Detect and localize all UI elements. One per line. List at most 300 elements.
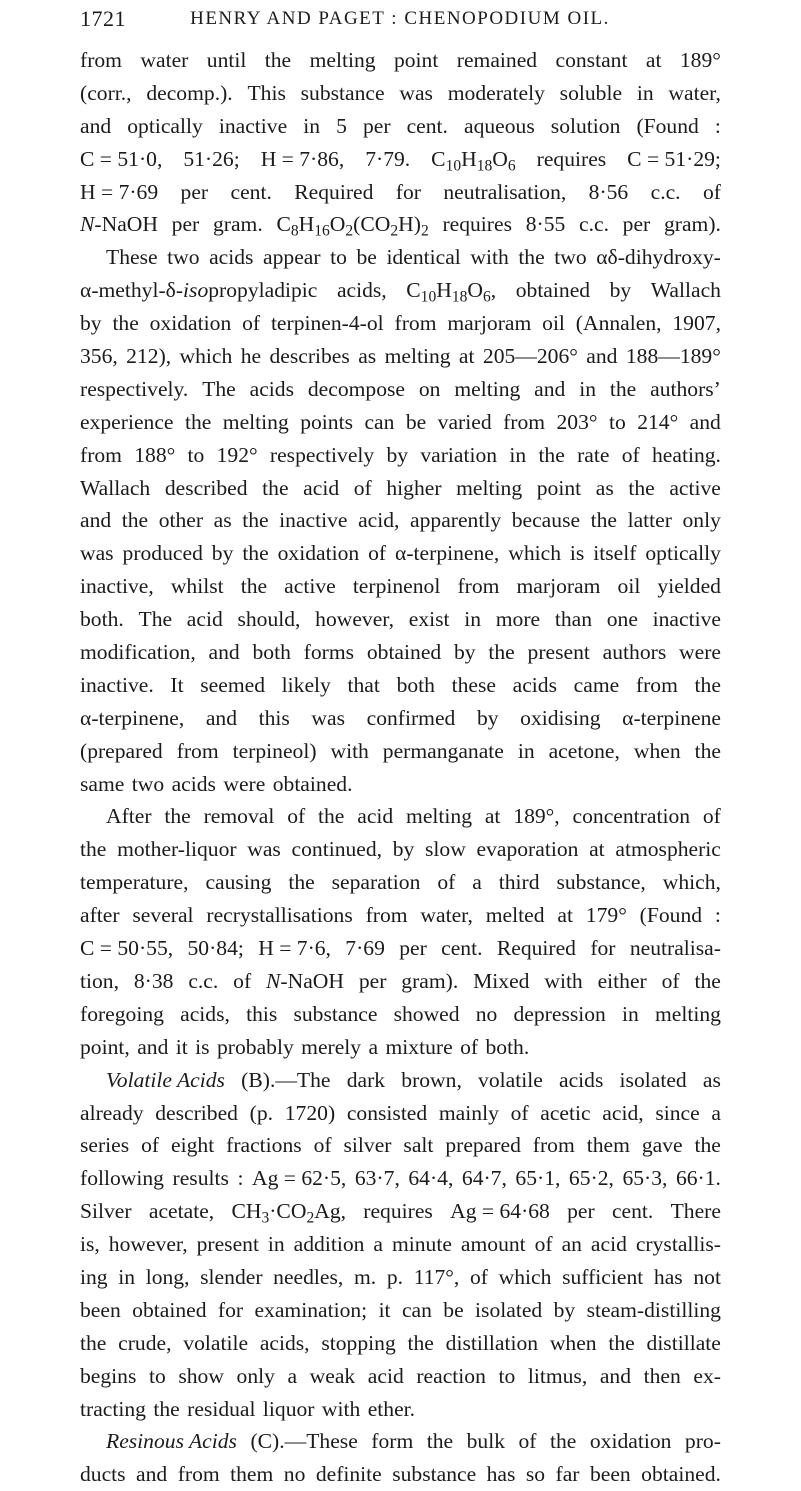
- word: optically: [127, 113, 203, 138]
- word: point,: [80, 1034, 138, 1059]
- word: gram).: [663, 212, 721, 237]
- word: of: [621, 442, 640, 467]
- word: apparently: [410, 508, 502, 533]
- word: 189°,: [513, 804, 560, 829]
- word: brown,: [401, 1067, 462, 1092]
- word: a: [711, 1100, 721, 1125]
- word: as: [595, 475, 614, 500]
- word: oxidation: [149, 311, 232, 336]
- word: 192°: [216, 442, 258, 467]
- text-line: [80, 833, 721, 866]
- word: This: [247, 80, 286, 105]
- word: by: [211, 541, 234, 566]
- word: decomp.).: [146, 80, 233, 105]
- word: per: [171, 212, 200, 237]
- word: $C_{10}H_{18}O_6$,: [406, 278, 497, 306]
- word: oxidation: [589, 1429, 672, 1454]
- word: both: [252, 640, 291, 665]
- word: he: [240, 344, 262, 369]
- word: volatile: [183, 1330, 249, 1355]
- word: requires: [536, 146, 607, 171]
- word: begins: [80, 1363, 137, 1388]
- word: 203°: [556, 409, 598, 434]
- text-line: [80, 472, 721, 505]
- word: acids,: [180, 1001, 230, 1026]
- text-line: [80, 866, 721, 899]
- word: merely: [301, 1034, 369, 1059]
- text-line: [80, 998, 721, 1031]
- word: 356,: [80, 344, 118, 369]
- word: whilst: [170, 574, 224, 599]
- word: in: [464, 607, 482, 632]
- word: melting: [406, 804, 473, 829]
- word: Wallach: [650, 278, 721, 303]
- word: needles,: [273, 1264, 344, 1289]
- text-line: [80, 636, 721, 669]
- word: (Annalen,: [575, 311, 662, 336]
- word: of: [287, 804, 306, 829]
- word: melting: [456, 475, 523, 500]
- word: seemed: [200, 672, 266, 697]
- word: moderately: [447, 80, 545, 105]
- word: stopping: [321, 1330, 396, 1355]
- word: long,: [145, 1264, 190, 1289]
- word: substance: [300, 80, 385, 105]
- word: inactive,: [80, 574, 154, 599]
- word: per: [358, 968, 387, 993]
- word: modification,: [80, 640, 196, 665]
- word: 8·38: [133, 968, 174, 993]
- word: the: [242, 508, 269, 533]
- word: water,: [668, 80, 721, 105]
- word: obtained: [132, 1297, 207, 1322]
- word: rate: [577, 442, 610, 467]
- word: of: [702, 179, 721, 204]
- word: concentration: [572, 804, 691, 829]
- word: that: [347, 672, 380, 697]
- word: and: [586, 344, 618, 369]
- text-line: [80, 570, 721, 603]
- word: a: [373, 1232, 383, 1257]
- word: in: [579, 376, 596, 401]
- word: on: [418, 376, 441, 401]
- word: aqueous: [463, 113, 535, 138]
- word: :: [714, 113, 721, 138]
- word: after: [80, 903, 120, 928]
- word: of: [534, 1232, 553, 1257]
- text-line: [80, 110, 721, 143]
- word: distillation: [445, 1330, 539, 1355]
- word: from: [635, 672, 678, 697]
- word: in: [118, 1264, 136, 1289]
- word: the: [288, 870, 315, 895]
- word: H = 7·69: [80, 179, 159, 204]
- word: active: [284, 574, 336, 599]
- word: inactive: [652, 607, 721, 632]
- word: is: [569, 541, 585, 566]
- word: more: [495, 607, 541, 632]
- word: per: [362, 113, 391, 138]
- word: as: [213, 508, 232, 533]
- word: at: [557, 903, 573, 928]
- word: an: [561, 1232, 582, 1257]
- word: the: [538, 442, 565, 467]
- word: 64·7,: [461, 1166, 507, 1191]
- word: acid,: [358, 508, 400, 533]
- word: 188°: [134, 442, 176, 467]
- word: depression: [513, 1001, 606, 1026]
- word: liquor: [262, 1396, 322, 1421]
- word: melted: [485, 903, 545, 928]
- word: decompose: [307, 376, 405, 401]
- word: and: [599, 1363, 632, 1388]
- word: marjoram: [447, 311, 532, 336]
- word: of: [702, 804, 721, 829]
- text-line: [80, 537, 721, 570]
- word: α-methyl-δ-isopropyladipic: [80, 278, 318, 303]
- text-line: [80, 1327, 721, 1360]
- word: both: [396, 672, 435, 697]
- word: crude,: [118, 1330, 172, 1355]
- word: acids: [558, 1067, 604, 1092]
- word: far: [555, 1462, 580, 1487]
- word: and: [137, 1034, 176, 1059]
- word: only: [682, 508, 721, 533]
- word: from: [532, 1133, 575, 1158]
- word: melting: [655, 1001, 721, 1026]
- word: bulk: [466, 1429, 506, 1454]
- text-line: [80, 1228, 721, 1261]
- word: both.: [485, 1034, 530, 1059]
- word: the: [80, 837, 107, 862]
- word: evaporation: [476, 837, 579, 862]
- word: this: [246, 1001, 278, 1026]
- word: the: [694, 968, 721, 993]
- word: of: [353, 475, 372, 500]
- word: optically: [645, 541, 721, 566]
- word: :: [237, 1166, 244, 1191]
- word: obtained: [515, 278, 591, 303]
- word: several: [132, 903, 194, 928]
- word: acids: [171, 771, 224, 796]
- word: then: [643, 1363, 681, 1388]
- word: in: [517, 738, 535, 763]
- word: authors: [602, 640, 667, 665]
- word: distillate: [646, 1330, 721, 1355]
- word: of: [141, 1133, 160, 1158]
- word: of: [437, 870, 456, 895]
- word: Mixed: [473, 968, 530, 993]
- word: two: [131, 771, 172, 796]
- word: from: [176, 738, 219, 763]
- word: the: [488, 640, 515, 665]
- word: tracting: [80, 1396, 154, 1421]
- word: which: [508, 541, 561, 566]
- word: oil: [617, 574, 641, 599]
- text-line: [80, 603, 721, 636]
- word: Wallach: [80, 475, 151, 500]
- word: of: [661, 968, 680, 993]
- word: oxidising: [520, 705, 601, 730]
- word: pro-: [684, 1429, 721, 1454]
- word: point: [393, 48, 439, 72]
- word: because: [511, 508, 581, 533]
- text-line: [80, 439, 721, 472]
- word: at: [458, 344, 475, 369]
- word: point: [536, 475, 582, 500]
- word: amount: [460, 1232, 526, 1257]
- word: of: [233, 968, 252, 993]
- word: removal: [203, 804, 275, 829]
- text-line: [80, 143, 721, 176]
- word: melting: [454, 376, 521, 401]
- word: from: [80, 442, 122, 467]
- word: obtained: [366, 640, 442, 665]
- word: of: [242, 311, 261, 336]
- word: consisted: [346, 1100, 428, 1125]
- word: crystallis-: [635, 1232, 721, 1257]
- word: isolated: [619, 1067, 687, 1092]
- word: prepared: [445, 1133, 521, 1158]
- word: tion,: [80, 968, 119, 993]
- word: acetone,: [548, 738, 620, 763]
- word: and: [689, 409, 721, 434]
- word: as: [702, 1067, 721, 1092]
- text-line: [80, 1195, 721, 1228]
- word: the: [153, 1396, 188, 1421]
- word: C = 51·0,: [80, 146, 163, 171]
- word: H = 7·6,: [258, 936, 331, 961]
- text-line: [80, 77, 721, 110]
- word: by: [476, 705, 499, 730]
- text-line: [80, 340, 721, 373]
- word: gave: [641, 1133, 683, 1158]
- word: experience: [80, 409, 174, 434]
- word: since: [655, 1100, 700, 1125]
- body-text: [80, 44, 721, 1491]
- word: eight: [171, 1133, 215, 1158]
- word: the: [426, 1429, 454, 1454]
- word: acids: [249, 376, 294, 401]
- word: a: [287, 1363, 298, 1388]
- word: inactive: [279, 508, 348, 533]
- word: isolated: [475, 1297, 543, 1322]
- word: is,: [80, 1232, 100, 1257]
- word: to: [608, 409, 626, 434]
- word: acid: [357, 804, 394, 829]
- word: two: [554, 245, 587, 270]
- word: to: [187, 442, 205, 467]
- word: requires: [442, 212, 512, 237]
- word: acid: [590, 1232, 627, 1257]
- word: terpinen-4-ol: [270, 311, 384, 336]
- word: so: [525, 1462, 546, 1487]
- word: 212),: [126, 344, 172, 369]
- word: 214°: [637, 409, 679, 434]
- word: requires: [363, 1199, 433, 1224]
- word: by: [553, 1297, 576, 1322]
- word: of: [469, 1264, 488, 1289]
- word: forms: [303, 640, 355, 665]
- word: from: [80, 48, 122, 72]
- word: the: [608, 1330, 635, 1355]
- word: was: [247, 837, 281, 862]
- word: acid: [186, 607, 223, 632]
- word: volatile: [478, 1067, 543, 1092]
- word: and: [80, 508, 112, 533]
- word: acid: [303, 475, 340, 500]
- word: per: [399, 936, 427, 961]
- word: for: [590, 936, 616, 961]
- word: steam-distilling: [586, 1297, 721, 1322]
- word: 5: [336, 113, 347, 138]
- word: of: [518, 1429, 537, 1454]
- text-line: [80, 1064, 721, 1097]
- word: was: [80, 541, 114, 566]
- word: however,: [315, 607, 395, 632]
- word: addition: [293, 1232, 365, 1257]
- text-line: [80, 1261, 721, 1294]
- word: these: [451, 672, 496, 697]
- word: third: [498, 870, 540, 895]
- word: foregoing: [80, 1001, 164, 1026]
- word: αδ-dihydroxy-: [596, 245, 721, 270]
- word: a: [368, 1034, 386, 1059]
- word: melting: [222, 409, 289, 434]
- word: and: [534, 376, 566, 401]
- word: cent.: [611, 1199, 654, 1224]
- word: 65·1,: [515, 1166, 561, 1191]
- word: 66·1.: [675, 1166, 721, 1191]
- word: mixture: [385, 1034, 461, 1059]
- text-line: [80, 735, 721, 768]
- word: respectively: [269, 442, 375, 467]
- word: obtained.: [641, 1462, 721, 1487]
- word: per: [180, 179, 209, 204]
- word: not: [693, 1264, 721, 1289]
- text-line: [80, 1360, 721, 1393]
- word: litmus,: [527, 1363, 588, 1388]
- word: higher: [386, 475, 442, 500]
- word: soluble: [559, 80, 623, 105]
- word: acids,: [259, 1330, 310, 1355]
- word: acid,: [602, 1100, 644, 1125]
- word: substance,: [556, 870, 646, 895]
- word: c.c.: [188, 968, 219, 993]
- word: was: [399, 80, 433, 105]
- word: $C_8H_{16}O_2(CO_2H)_2$: [276, 212, 429, 241]
- word: the: [549, 1429, 577, 1454]
- word: other: [158, 508, 204, 533]
- word: 189°: [679, 48, 721, 72]
- word: which: [179, 344, 233, 369]
- word: salt: [403, 1133, 434, 1158]
- word: described: [164, 475, 248, 500]
- word: confirmed: [366, 705, 456, 730]
- text-line: [80, 241, 721, 274]
- word: can: [401, 1297, 432, 1322]
- word: substance: [293, 1001, 378, 1026]
- word: temperature,: [80, 870, 189, 895]
- word: showed: [393, 1001, 460, 1026]
- word: active: [669, 475, 721, 500]
- word: the: [80, 1330, 107, 1355]
- word: α-terpinene: [622, 705, 721, 730]
- word: obtained.: [272, 771, 353, 796]
- word: was: [311, 705, 346, 730]
- word: slender: [200, 1264, 263, 1289]
- word: two: [167, 245, 200, 270]
- word: causing: [205, 870, 272, 895]
- word: of: [368, 541, 387, 566]
- word: both.: [80, 607, 124, 632]
- word: cent.: [441, 936, 483, 961]
- word: Required: [496, 936, 576, 961]
- word: itself: [593, 541, 637, 566]
- word: came: [573, 672, 620, 697]
- word: the: [628, 475, 655, 500]
- word: it: [378, 1297, 391, 1322]
- word: the: [694, 738, 721, 763]
- word: $C_{10}H_{18}O_6$: [431, 146, 516, 175]
- word: the: [694, 672, 721, 697]
- text-line: [80, 965, 721, 998]
- word: latter: [627, 508, 672, 533]
- word: to: [330, 245, 347, 270]
- word: however,: [108, 1232, 188, 1257]
- word: (p.: [249, 1100, 274, 1125]
- word: acetic: [540, 1100, 591, 1125]
- word: series: [80, 1133, 130, 1158]
- word: in: [303, 113, 321, 138]
- word: N-NaOH: [80, 212, 158, 237]
- word: were: [679, 640, 721, 665]
- word: with: [470, 245, 509, 270]
- word: constant: [555, 48, 628, 72]
- word: 64·4,: [408, 1166, 454, 1191]
- word: a: [472, 870, 482, 895]
- word: Silver: [80, 1199, 132, 1224]
- word: be: [356, 245, 377, 270]
- word: It: [170, 672, 184, 697]
- word: The: [138, 607, 173, 632]
- word: 7·79.: [365, 146, 411, 171]
- word: until: [206, 48, 247, 72]
- word: silver: [343, 1133, 392, 1158]
- word: (prepared: [80, 738, 163, 763]
- word: authors’: [650, 376, 721, 401]
- word: either: [597, 968, 647, 993]
- word: substance: [392, 1462, 477, 1487]
- word: and: [205, 705, 238, 730]
- word: terpinenol: [352, 574, 441, 599]
- word: following: [80, 1166, 164, 1191]
- word: from: [503, 409, 546, 434]
- word: C = 51·29;: [627, 146, 721, 171]
- word: These: [106, 245, 158, 270]
- word: 179°: [585, 903, 627, 928]
- word: ducts: [80, 1462, 126, 1487]
- word: the: [184, 409, 212, 434]
- word: can: [364, 409, 395, 434]
- word: from: [457, 574, 500, 599]
- word: 7·69: [345, 936, 385, 961]
- word: variation: [420, 442, 498, 467]
- text-line: [80, 176, 721, 209]
- word: permanganate: [382, 738, 504, 763]
- word: (corr.,: [80, 80, 132, 105]
- word: 8·55: [525, 212, 566, 237]
